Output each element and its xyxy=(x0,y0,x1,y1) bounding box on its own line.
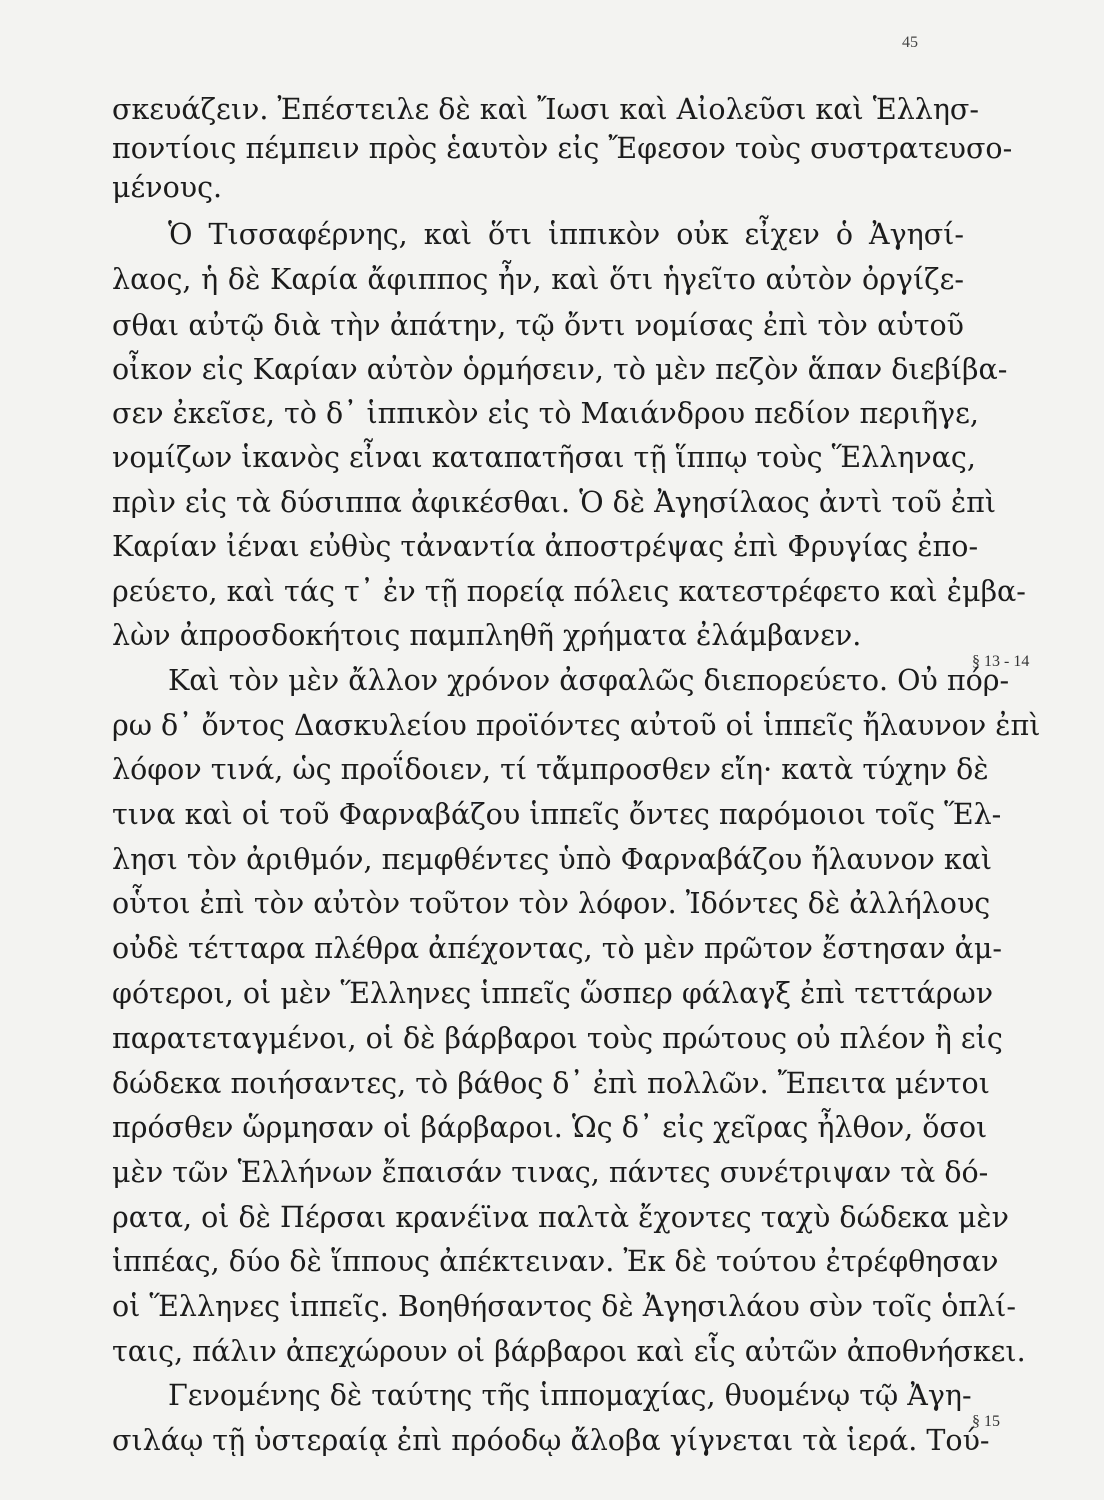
section-marker: § 13 - 14 xyxy=(972,653,1030,670)
text-line: δώδεκα ποιήσαντες, τὸ βάθος δ᾽ ἐπὶ πολλῶν. Ἔπειτα μέντοι xyxy=(112,1067,990,1100)
text-line: πρόσθεν ὥρμησαν οἱ βάρβαροι. Ὡς δ᾽ εἰς χεῖρας ἦλθον, ὅσοι xyxy=(112,1111,988,1144)
text-line: Καὶ τὸν μὲν ἄλλον χρόνον ἀσφαλῶς διεπορεύετο. Οὐ πόρ- xyxy=(168,664,1010,697)
text-line: σιλάῳ τῇ ὑστεραίᾳ ἐπὶ πρόοδῳ ἄλοβα γίγνεται τὰ ἱερά. Τού- xyxy=(112,1424,990,1457)
text-line: οὐδὲ τέτταρα πλέθρα ἀπέχοντας, τὸ μὲν πρῶτον ἔστησαν ἀμ- xyxy=(112,932,1003,965)
text-line: Γενομένης δὲ ταύτης τῆς ἱππομαχίας, θυομένῳ τῷ Ἀγη- xyxy=(168,1379,972,1412)
text-line: νομίζων ἱκανὸς εἶναι καταπατῆσαι τῇ ἵππῳ τοὺς Ἕλληνας, xyxy=(112,441,976,474)
text-line: σθαι αὐτῷ διὰ τὴν ἀπάτην, τῷ ὄντι νομίσας ἐπὶ τὸν αὑτοῦ xyxy=(112,309,964,342)
text-line: οὗτοι ἐπὶ τὸν αὐτὸν τοῦτον τὸν λόφον. Ἰδόντες δὲ ἀλλήλους xyxy=(112,887,991,920)
text-line: λὼν ἀπροσδοκήτοις παμπληθῆ χρήματα ἐλάμβανεν. xyxy=(112,619,862,652)
text-line: τινα καὶ οἱ τοῦ Φαρναβάζου ἱππεῖς ὄντες παρόμοιοι τοῖς Ἕλ- xyxy=(112,798,1002,831)
text-line: λαος, ἡ δὲ Καρία ἄφιππος ἦν, καὶ ὅτι ἡγεῖτο αὐτὸν ὀργίζε- xyxy=(112,263,964,296)
text-line: λόφον τινά, ὡς προΐδοιεν, τί τἄμπροσθεν εἴη· κατὰ τύχην δὲ xyxy=(112,753,989,786)
text-line: οἶκον εἰς Καρίαν αὐτὸν ὁρμήσειν, τὸ μὲν πεζὸν ἅπαν διεβίβα- xyxy=(112,353,1008,386)
text-line: ἱππέας, δύο δὲ ἵππους ἀπέκτειναν. Ἐκ δὲ τούτου ἐτρέφθησαν xyxy=(112,1245,999,1278)
text-line: Καρίαν ἰέναι εὐθὺς τἀναντία ἀποστρέψας ἐπὶ Φρυγίας ἐπο- xyxy=(112,530,979,563)
text-line: φότεροι, οἱ μὲν Ἕλληνες ἱππεῖς ὥσπερ φάλαγξ ἐπὶ τεττάρων xyxy=(112,977,994,1010)
text-line: ποντίοις πέμπειν πρὸς ἑαυτὸν εἰς Ἔφεσον τοὺς συστρατευσο- xyxy=(112,132,1013,165)
text-line: λησι τὸν ἀριθμόν, πεμφθέντες ὑπὸ Φαρναβάζου ἤλαυνον καὶ xyxy=(112,843,993,876)
page-number: 45 xyxy=(902,34,918,51)
text-line: ρεύετο, καὶ τάς τ᾽ ἐν τῇ πορείᾳ πόλεις κατεστρέφετο καὶ ἐμβα- xyxy=(112,575,1026,608)
text-line: Ὁ Τισσαφέρνης, καὶ ὅτι ἱππικὸν οὐκ εἶχεν ὁ Ἀγησί- xyxy=(168,218,964,251)
text-line: πρὶν εἰς τὰ δύσιππα ἀφικέσθαι. Ὁ δὲ Ἀγησίλαος ἀντὶ τοῦ ἐπὶ xyxy=(112,486,997,519)
text-line: ταις, πάλιν ἀπεχώρουν οἱ βάρβαροι καὶ εἷς αὐτῶν ἀποθνήσκει. xyxy=(112,1335,1026,1368)
section-marker: § 15 xyxy=(972,1413,1000,1430)
text-line: σκευάζειν. Ἐπέστειλε δὲ καὶ Ἴωσι καὶ Αἰολεῦσι καὶ Ἑλλησ- xyxy=(112,93,979,126)
text-line: μὲν τῶν Ἑλλήνων ἔπαισάν τινας, πάντες συνέτριψαν τὰ δό- xyxy=(112,1156,989,1189)
text-line: σεν ἐκεῖσε, τὸ δ᾽ ἱππικὸν εἰς τὸ Μαιάνδρου πεδίον περιῆγε, xyxy=(112,397,979,430)
text-line: παρατεταγμένοι, οἱ δὲ βάρβαροι τοὺς πρώτους οὐ πλέον ἢ εἰς xyxy=(112,1022,1003,1055)
text-line: ρατα, οἱ δὲ Πέρσαι κρανέϊνα παλτὰ ἔχοντες ταχὺ δώδεκα μὲν xyxy=(112,1201,1010,1234)
text-line: μένους. xyxy=(112,171,223,204)
text-line: ρω δ᾽ ὄντος Δασκυλείου προϊόντες αὐτοῦ οἱ ἱππεῖς ἤλαυνον ἐπὶ xyxy=(112,709,1041,742)
text-line: οἱ Ἕλληνες ἱππεῖς. Βοηθήσαντος δὲ Ἀγησιλάου σὺν τοῖς ὁπλί- xyxy=(112,1290,1016,1323)
